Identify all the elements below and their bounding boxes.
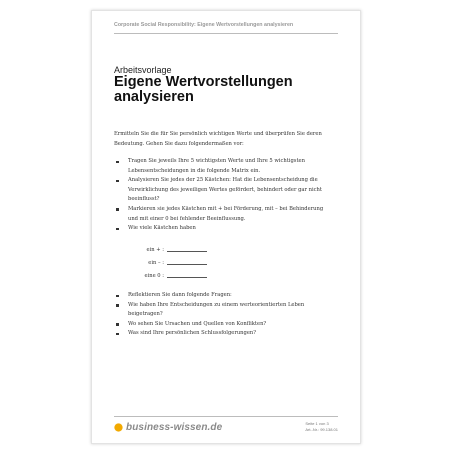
- intro-paragraph: Ermitteln Sie die für Sie persönlich wichtigen Werte und überprüfen Sie deren Bedeutung. Gehen Sie dazu folgendermaßen vor:: [114, 131, 322, 147]
- list-item: Markieren sie jedes Kästchen mit + bei Förderung, mit – bei Behinderung und mit einer 0 bei fehlender Beeinflussung.: [114, 205, 329, 224]
- list-item: Wie haben Ihre Entscheidungen zu einem werteorientierten Leben beigetragen?: [114, 301, 329, 320]
- page-number: Seite 1 von 3: [305, 421, 329, 426]
- instruction-list: [114, 157, 329, 234]
- business-wissen-logo[interactable]: [114, 422, 222, 433]
- article-number: Art.-Nr.: 99.138.01: [305, 427, 338, 432]
- blank-line: [167, 247, 207, 252]
- blank-label: eine 0 :: [144, 273, 164, 279]
- document-page: [91, 10, 361, 444]
- list-item: Analysieren Sie jedes der 25 Kästchen: Hat die Lebensentscheidung die Verwirklichung des jeweiligen Wertes gefördert, behindert oder gar nicht beeinflusst?: [114, 176, 329, 205]
- document-kicker: Arbeitsvorlage: [114, 65, 172, 75]
- blank-row-zero: [142, 270, 207, 283]
- footer-divider: [114, 416, 338, 417]
- blank-row-minus: [142, 257, 207, 270]
- logo-text: business-wissen.de: [126, 422, 223, 433]
- list-item: Was sind Ihre persönlichen Schlussfolgerungen?: [114, 329, 329, 339]
- logo-dot-icon: [114, 423, 123, 432]
- reflection-list: [114, 291, 329, 339]
- blank-label: ein – :: [148, 260, 164, 266]
- blank-label: ein + :: [146, 247, 164, 253]
- list-item: Wie viele Kästchen haben: [114, 224, 329, 234]
- page-info: [305, 421, 338, 433]
- blank-row-plus: [142, 244, 207, 257]
- blank-line: [167, 260, 207, 265]
- header-divider: [114, 33, 338, 34]
- list-item: Wo sehen Sie Ursachen und Quellen von Konflikten?: [114, 320, 329, 330]
- document-title: Eigene Wertvorstellungen analysieren: [114, 74, 293, 105]
- list-item: Tragen Sie jeweils Ihre 5 wichtigsten Werte und Ihre 5 wichtigsten Lebensentscheidungen in die folgende Matrix ein.: [114, 157, 329, 176]
- blank-line: [167, 273, 207, 278]
- list-item: Reflektieren Sie dann folgende Fragen:: [114, 291, 329, 301]
- running-header: Corporate Social Responsibility: Eigene Wertvorstellungen analysieren: [114, 22, 294, 28]
- fill-in-blanks: [142, 244, 207, 283]
